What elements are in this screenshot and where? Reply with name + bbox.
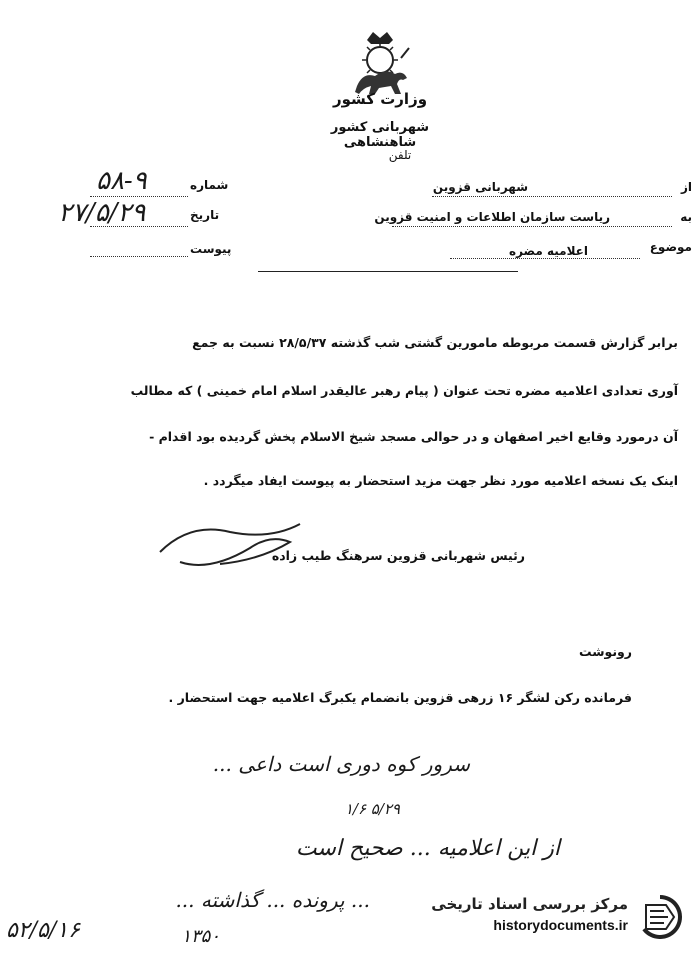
from-dotted-line: [432, 196, 672, 197]
annotation-left-date: ۵۲/۵/۱۶: [6, 918, 80, 943]
watermark-title: مرکز بررسی اسناد تاریخی: [431, 895, 628, 913]
number-label: شماره: [190, 178, 229, 192]
body-line-2: آوری تعدادی اعلامیه مضره تحت عنوان ( پیام رهبر عالیقدر اسلام امام خمینی ) که مطالب: [130, 383, 678, 398]
watermark: [370, 893, 690, 941]
date-label: تاریخ: [190, 208, 220, 222]
annotation-line-3: از این اعلامیه ... صحیح است: [295, 836, 560, 861]
number-value: ۵۸-۹: [96, 166, 147, 196]
body-line-4: اینک یک نسخه اعلامیه مورد نظر جهت مزید استحضار به پیوست ایفاد میگردد .: [203, 473, 678, 488]
subject-dotted-line: [450, 258, 640, 259]
attachment-dotted-line: [90, 256, 188, 257]
cc-label: رونوشت: [578, 644, 632, 659]
department-title: شهربانی کشور شاهنشاهی: [330, 120, 430, 150]
watermark-url: historydocuments.ir: [493, 917, 628, 933]
archive-logo-icon: [636, 895, 684, 939]
annotation-line-4: ... پرونده ... گذاشته ...: [175, 888, 370, 912]
to-dotted-line: [392, 226, 672, 227]
attachment-label: پیوست: [190, 242, 232, 256]
number-dotted-line: [90, 196, 188, 197]
cc-text: فرمانده رکن لشگر ۱۶ زرهی قزوین بانضمام یکبرگ اعلامیه جهت استحضار .: [168, 690, 632, 705]
to-value: ریاست سازمان اطلاعات و امنیت قزوین: [374, 210, 610, 224]
subject-value: اعلامیه مضره: [508, 244, 588, 258]
body-line-1: برابر گزارش قسمت مربوطه مامورین گشتی شب گذشته ۲۸/۵/۳۷ نسبت به جمع: [192, 335, 678, 350]
from-value: شهربانی قزوین: [432, 180, 528, 194]
body-line-3: آن درمورد وقایع اخیر اصفهان و در حوالی مسجد شیخ الاسلام پخش گردیده بود اقدام -: [149, 429, 678, 444]
signatory-title: رئیس شهربانی قزوین سرهنگ طیب زاده: [271, 548, 525, 563]
annotation-line-2: ۱/۶ ۵/۲۹: [344, 800, 400, 818]
header-divider: [258, 271, 518, 272]
date-value: ۲۷/۵/۲۹: [58, 198, 146, 228]
ministry-title: وزارت کشور: [332, 90, 428, 108]
annotation-line-5: ۱۳۵۰: [181, 926, 220, 947]
signature-scribble-icon: [150, 512, 310, 582]
from-label: از: [680, 180, 692, 194]
annotation-line-1: سرور کوه دوری است داعی ...: [212, 752, 470, 776]
to-label: به: [680, 210, 692, 224]
subject-label: موضوع: [649, 240, 692, 254]
phone-label: تلفن: [388, 148, 412, 162]
